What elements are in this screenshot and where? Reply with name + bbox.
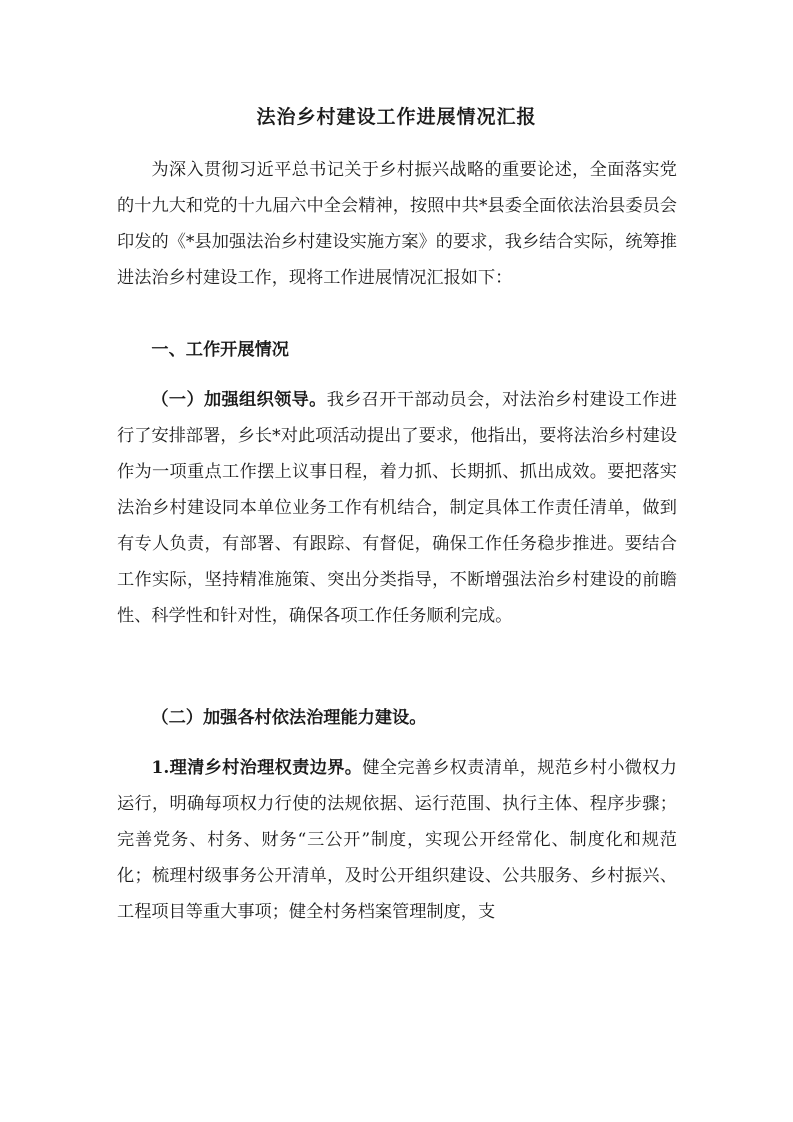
subsection-1-paragraph [117, 382, 677, 634]
intro-paragraph: 为深入贯彻习近平总书记关于乡村振兴战略的重要论述，全面落实党的十九大和党的十九届六中全会精神，按照中共*县委全面依法治县委员会印发的《*县加强法治乡村建设实施方案》的要求，我乡结合实际，统筹推进法治乡村建设工作，现将工作进展情况汇报如下： [117, 160, 677, 288]
subsection-1-title: （一）加强组织领导。 [151, 390, 327, 410]
subsection-2-title: （二）加强各村依法治理能力建设。 [151, 708, 427, 728]
item-1-body: 健全完善乡权责清单，规范乡村小微权力运行，明确每项权力行使的法规依据、运行范围、执行主体、程序步骤；完善党务、村务、财务“三公开”制度，实现公开经常化、制度化和规范化；梳理村级事务公开清单，及时公开组织建设、公共服务、乡村振兴、工程项目等重大事项；健全村务档案管理制度，支 [117, 758, 677, 922]
item-1-paragraph [117, 750, 677, 930]
item-1-title: 1.理清乡村治理权责边界。 [151, 758, 363, 778]
subsection-1-body: 我乡召开干部动员会，对法治乡村建设工作进行了安排部署，乡长*对此项活动提出了要求，他指出，要将法治乡村建设作为一项重点工作摆上议事日程，着力抓、长期抓、抓出成效。要把落实法治乡村建设同本单位业务工作有机结合，制定具体工作责任清单，做到有专人负责，有部署、有跟踪、有督促，确保工作任务稳步推进。要结合工作实际，坚持精准施策、突出分类指导，不断增强法治乡村建设的前瞻性、科学性和针对性，确保各项工作任务顺利完成。 [117, 390, 677, 626]
document-title: 法治乡村建设工作进展情况汇报 [256, 106, 537, 128]
section-heading-1: 一、工作开展情况 [151, 340, 289, 360]
